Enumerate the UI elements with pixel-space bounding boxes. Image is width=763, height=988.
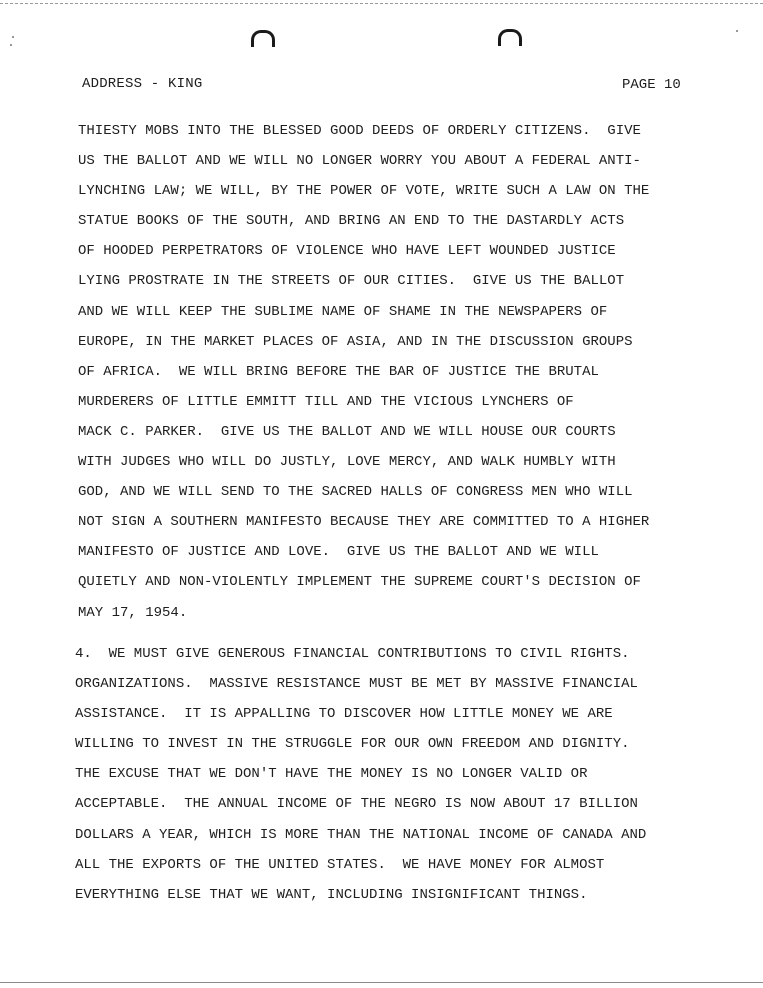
scan-speck	[12, 36, 14, 38]
text-line: AND WE WILL KEEP THE SUBLIME NAME OF SHAME IN THE NEWSPAPERS OF	[78, 303, 608, 320]
text-line: QUIETLY AND NON-VIOLENTLY IMPLEMENT THE SUPREME COURT'S DECISION OF	[78, 574, 641, 591]
document-header-title: ADDRESS - KING	[82, 76, 203, 92]
text-line: WILLING TO INVEST IN THE STRUGGLE FOR OUR OWN FREEDOM AND DIGNITY.	[75, 736, 630, 753]
paragraph-1	[78, 116, 649, 628]
page-number: PAGE 10	[622, 77, 681, 93]
text-line: MANIFESTO OF JUSTICE AND LOVE. GIVE US THE BALLOT AND WE WILL	[78, 544, 599, 561]
text-line: 4. WE MUST GIVE GENEROUS FINANCIAL CONTRIBUTIONS TO CIVIL RIGHTS.	[75, 646, 630, 662]
text-line: MACK C. PARKER. GIVE US THE BALLOT AND WE WILL HOUSE OUR COURTS	[78, 423, 616, 440]
text-line: DOLLARS A YEAR, WHICH IS MORE THAN THE NATIONAL INCOME OF CANADA AND	[75, 826, 647, 843]
text-line: OF HOODED PERPETRATORS OF VIOLENCE WHO HAVE LEFT WOUNDED JUSTICE	[78, 243, 616, 260]
text-line: LYNCHING LAW; WE WILL, BY THE POWER OF VOTE, WRITE SUCH A LAW ON THE	[78, 183, 650, 200]
left-punch-hole-mark	[251, 30, 275, 47]
text-line: ALL THE EXPORTS OF THE UNITED STATES. WE HAVE MONEY FOR ALMOST	[75, 856, 605, 873]
bottom-page-edge	[0, 982, 763, 983]
text-line: NOT SIGN A SOUTHERN MANIFESTO BECAUSE THEY ARE COMMITTED TO A HIGHER	[78, 514, 650, 531]
right-punch-hole-mark	[498, 29, 522, 46]
text-line: MURDERERS OF LITTLE EMMITT TILL AND THE VICIOUS LYNCHERS OF	[78, 393, 574, 410]
text-line: STATUE BOOKS OF THE SOUTH, AND BRING AN END TO THE DASTARDLY ACTS	[78, 213, 625, 230]
text-line: THE EXCUSE THAT WE DON'T HAVE THE MONEY IS NO LONGER VALID OR	[75, 766, 588, 783]
text-line: THIESTY MOBS INTO THE BLESSED GOOD DEEDS OF ORDERLY CITIZENS. GIVE	[78, 123, 641, 139]
text-line: ACCEPTABLE. THE ANNUAL INCOME OF THE NEGRO IS NOW ABOUT 17 BILLION	[75, 796, 638, 813]
text-line: US THE BALLOT AND WE WILL NO LONGER WORRY YOU ABOUT A FEDERAL ANTI-	[78, 153, 641, 170]
text-line: ORGANIZATIONS. MASSIVE RESISTANCE MUST BE MET BY MASSIVE FINANCIAL	[75, 676, 638, 693]
scan-speck	[736, 30, 738, 32]
text-line: ASSISTANCE. IT IS APPALLING TO DISCOVER HOW LITTLE MONEY WE ARE	[75, 706, 613, 723]
text-line: EVERYTHING ELSE THAT WE WANT, INCLUDING INSIGNIFICANT THINGS.	[75, 886, 588, 903]
text-line: OF AFRICA. WE WILL BRING BEFORE THE BAR OF JUSTICE THE BRUTAL	[78, 363, 599, 380]
scan-speck	[10, 44, 12, 46]
text-line: EUROPE, IN THE MARKET PLACES OF ASIA, AND IN THE DISCUSSION GROUPS	[78, 333, 633, 350]
text-line: WITH JUDGES WHO WILL DO JUSTLY, LOVE MERCY, AND WALK HUMBLY WITH	[78, 454, 616, 471]
top-perforation-edge	[0, 3, 763, 4]
text-line: LYING PROSTRATE IN THE STREETS OF OUR CITIES. GIVE US THE BALLOT	[78, 273, 625, 290]
text-line: MAY 17, 1954.	[78, 604, 188, 621]
paragraph-2	[75, 639, 646, 910]
text-line: GOD, AND WE WILL SEND TO THE SACRED HALLS OF CONGRESS MEN WHO WILL	[78, 484, 633, 501]
